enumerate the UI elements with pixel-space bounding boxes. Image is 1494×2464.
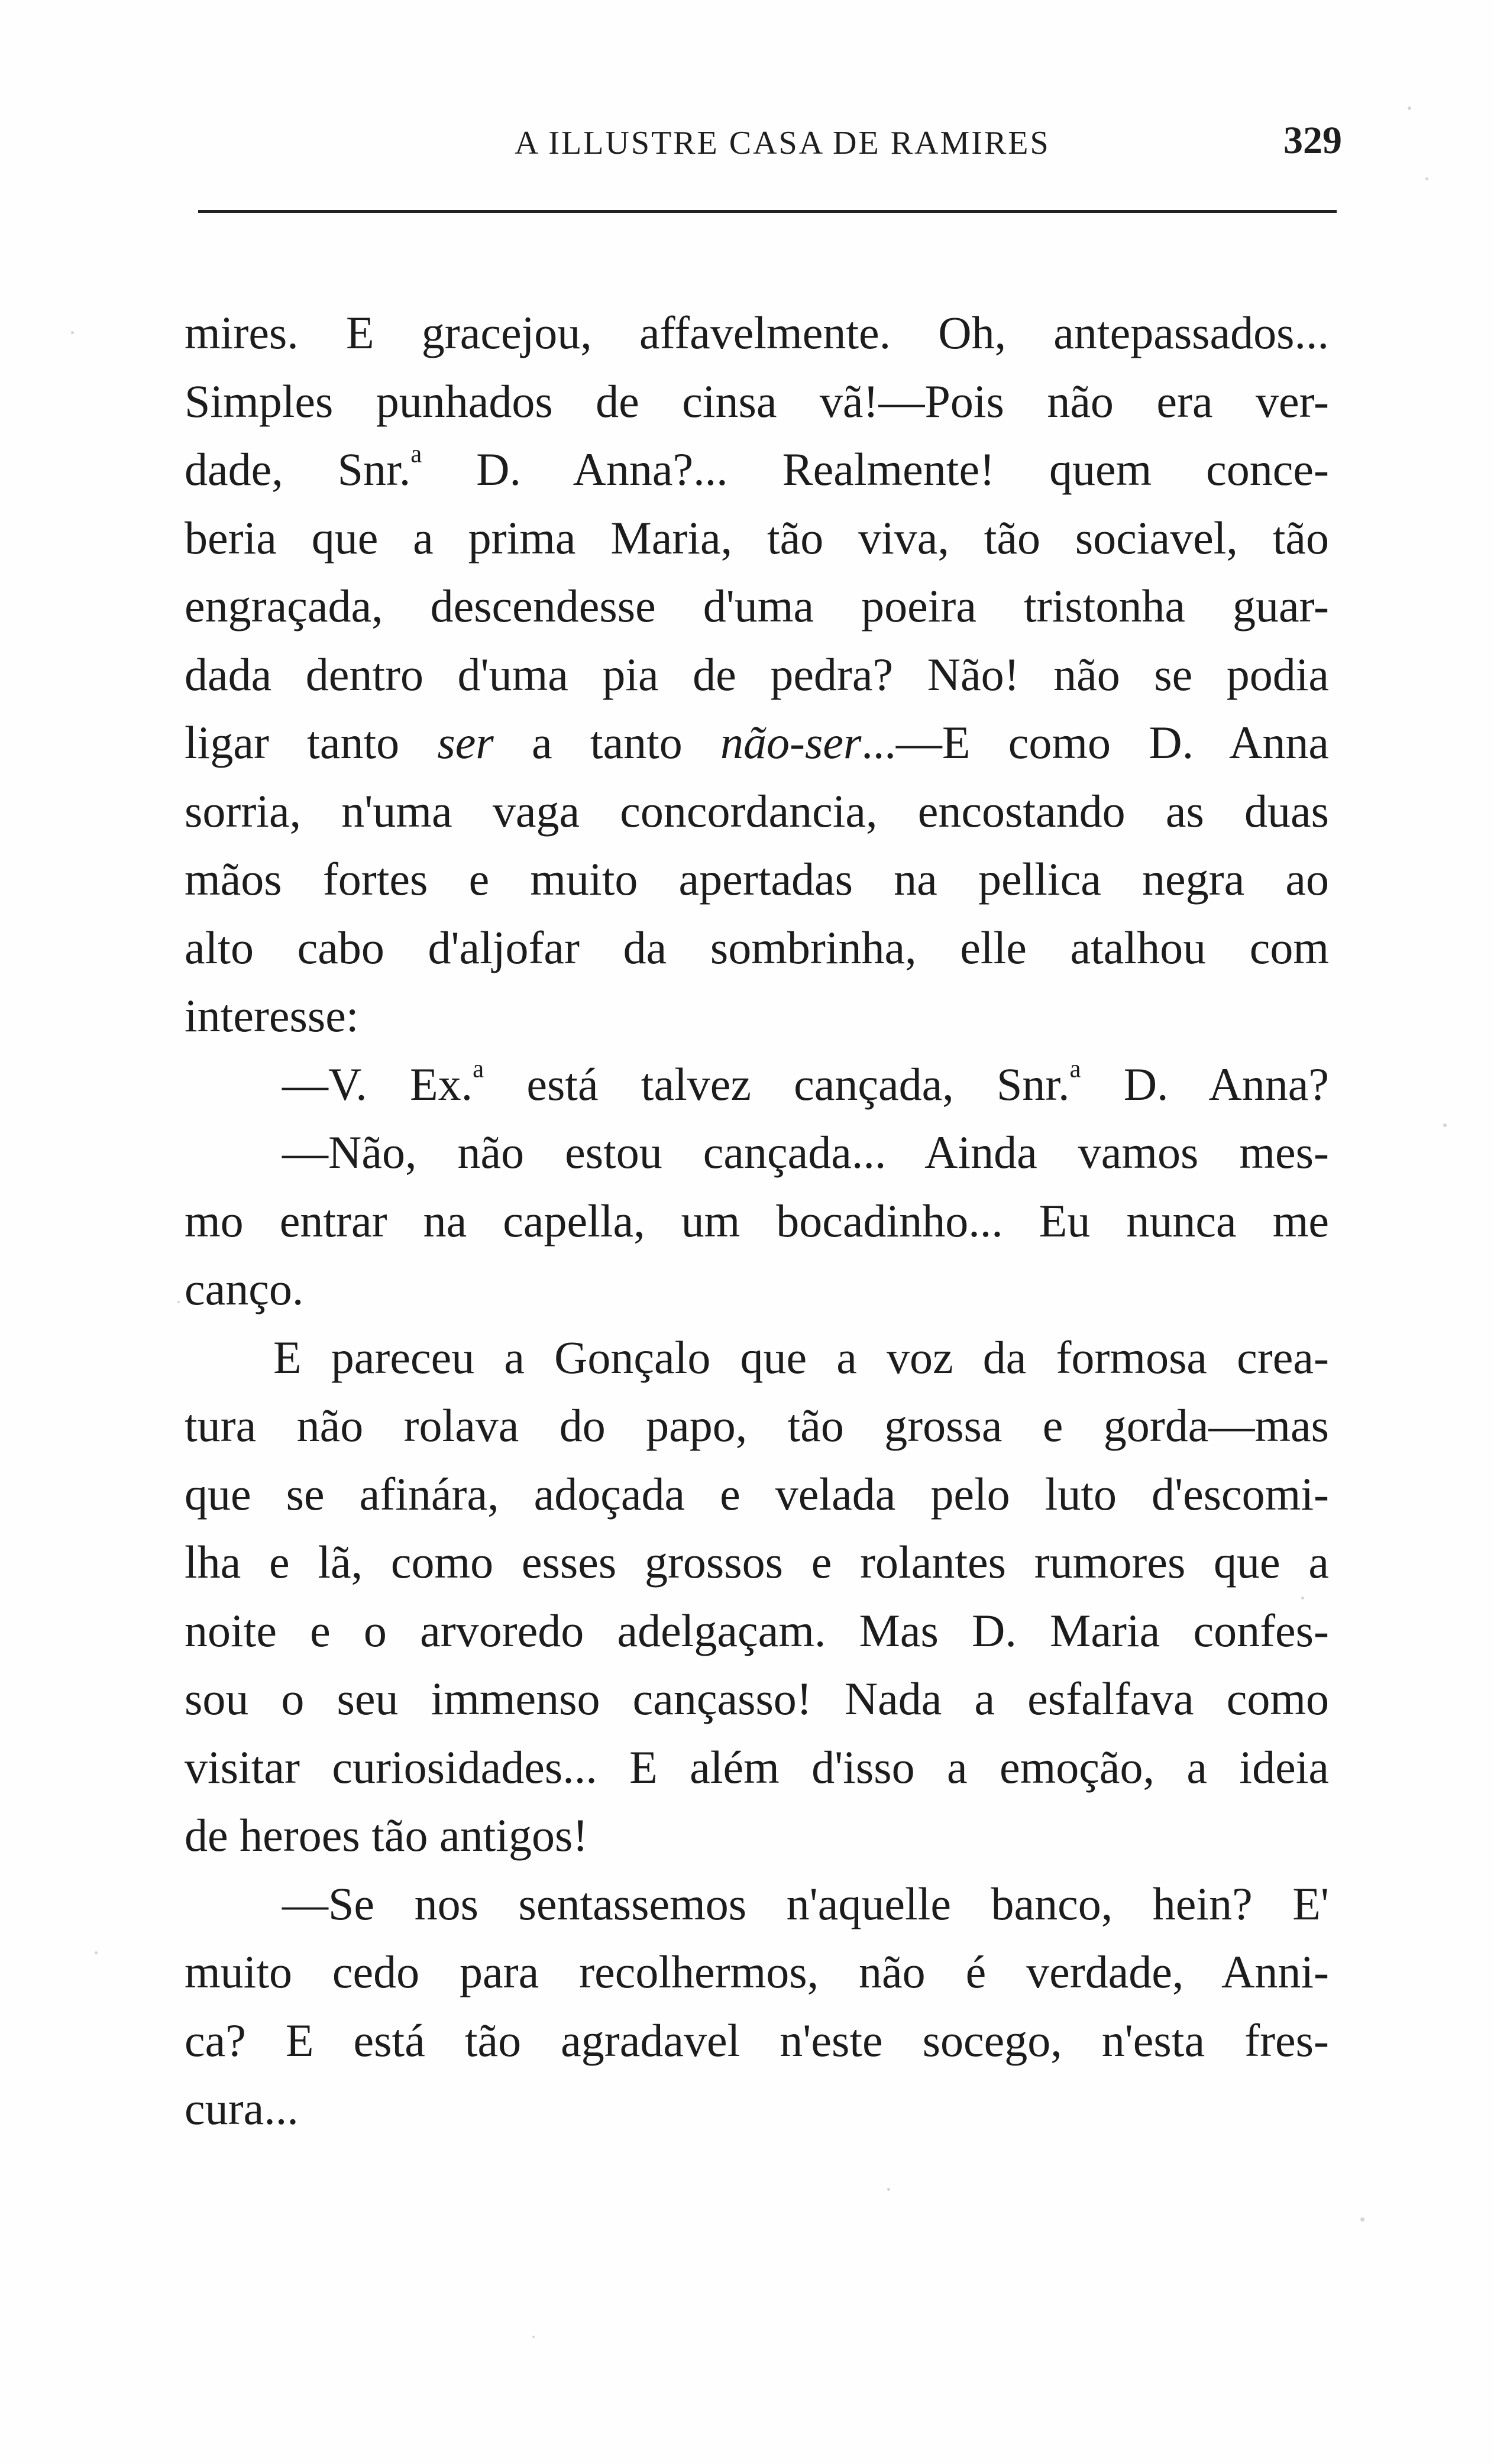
- text-run: engraçada, descendesse d'uma poeira tristonha guar-: [185, 580, 1329, 632]
- text-line: [185, 1118, 1329, 1187]
- scan-speck: [1425, 177, 1428, 180]
- text-line: [185, 1528, 1329, 1597]
- text-run: sorria, n'uma vaga concordancia, encostando as duas: [185, 785, 1329, 837]
- text-line: [185, 1255, 1329, 1323]
- text-run: que se afinára, adoçada e velada pelo luto d'escomi-: [185, 1468, 1329, 1520]
- text-line: [185, 708, 1329, 777]
- text-run: está talvez cançada, Snr.: [484, 1058, 1070, 1110]
- text-run: interesse:: [185, 990, 359, 1041]
- italic-text: não-ser: [720, 717, 862, 768]
- text-run: —Se nos sentassemos n'aquelle banco, hein? E': [282, 1877, 1329, 1929]
- text-run: mãos fortes e muito apertadas na pellica negra ao: [185, 853, 1329, 905]
- text-line: [185, 1323, 1329, 1392]
- superscript: a: [1069, 1054, 1081, 1083]
- text-run: dade, Snr.: [185, 443, 411, 495]
- text-run: Simples punhados de cinsa vã!—Pois não era ver-: [185, 375, 1329, 427]
- text-run: mo entrar na capella, um bocadinho... Eu nunca me: [185, 1194, 1329, 1246]
- scan-speck: [532, 2336, 535, 2338]
- text-line: [185, 572, 1329, 640]
- text-line: [185, 299, 1329, 367]
- text-line: [185, 2074, 1329, 2143]
- text-line: [185, 1665, 1329, 1733]
- text-run: cura...: [185, 2083, 299, 2134]
- text-line: [185, 1460, 1329, 1529]
- text-line: [185, 845, 1329, 914]
- text-run: a tanto: [493, 717, 721, 768]
- text-run: visitar curiosidades... E além d'isso a emoção, a ideia: [185, 1741, 1329, 1793]
- text-run: D. Anna?... Realmente! quem conce-: [422, 443, 1329, 495]
- text-run: —V. Ex.: [282, 1058, 473, 1110]
- text-run: —Não, não estou cançada... Ainda vamos mes-: [282, 1126, 1329, 1178]
- text-line: [185, 1870, 1329, 1938]
- scan-speck: [1360, 2217, 1364, 2222]
- scan-speck: [177, 1301, 180, 1303]
- body-text: [185, 299, 1329, 2143]
- text-run: tura não rolava do papo, tão grossa e gorda—mas: [185, 1400, 1329, 1451]
- text-run: dada dentro d'uma pia de pedra? Não! não se podia: [185, 648, 1329, 700]
- scan-speck: [71, 331, 74, 334]
- text-run: lha e lã, como esses grossos e rolantes rumores que a: [185, 1536, 1329, 1588]
- text-line: [185, 1801, 1329, 1870]
- text-run: sou o seu immenso cançasso! Nada a esfalfava como: [185, 1673, 1329, 1724]
- scan-speck: [887, 2188, 890, 2191]
- text-run: ligar tanto: [185, 717, 438, 768]
- text-run: ca? E está tão agradavel n'este socego, n'esta fres-: [185, 2014, 1329, 2066]
- text-line: [185, 1597, 1329, 1665]
- text-run: alto cabo d'aljofar da sombrinha, elle atalhou com: [185, 921, 1329, 973]
- text-line: [185, 435, 1329, 504]
- text-run: muito cedo para recolhermos, não é verdade, Anni-: [185, 1946, 1329, 1997]
- text-run: ...—E como D. Anna: [861, 717, 1329, 768]
- text-run: E pareceu a Gonçalo que a voz da formosa crea-: [273, 1331, 1329, 1383]
- text-line: [185, 367, 1329, 436]
- scan-speck: [1301, 1597, 1304, 1600]
- text-line: [185, 982, 1329, 1050]
- header-rule: [198, 210, 1337, 213]
- text-line: [185, 1938, 1329, 2006]
- text-line: [185, 640, 1329, 709]
- text-run: beria que a prima Maria, tão viva, tão sociavel, tão: [185, 511, 1329, 564]
- text-line: [185, 1050, 1329, 1119]
- text-line: [185, 1733, 1329, 1802]
- scan-speck: [1443, 1123, 1447, 1127]
- text-run: de heroes tão antigos!: [185, 1809, 588, 1861]
- page-number: 329: [1283, 119, 1342, 162]
- text-run: D. Anna?: [1081, 1058, 1329, 1110]
- running-title: A ILLUSTRE CASA DE RAMIRES: [515, 125, 1050, 161]
- text-line: [185, 777, 1329, 846]
- superscript: a: [410, 440, 422, 468]
- italic-text: ser: [437, 717, 494, 768]
- text-run: mires. E gracejou, affavelmente. Oh, antepassados...: [185, 307, 1329, 358]
- text-run: canço.: [185, 1263, 304, 1314]
- text-line: [185, 1391, 1329, 1460]
- text-line: [185, 1187, 1329, 1255]
- text-line: [185, 504, 1329, 572]
- scan-speck: [1408, 106, 1411, 110]
- superscript: a: [473, 1054, 484, 1083]
- text-run: noite e o arvoredo adelgaçam. Mas D. Maria confes-: [185, 1604, 1329, 1656]
- text-line: [185, 2006, 1329, 2075]
- scan-speck: [95, 1951, 98, 1954]
- text-line: [185, 914, 1329, 982]
